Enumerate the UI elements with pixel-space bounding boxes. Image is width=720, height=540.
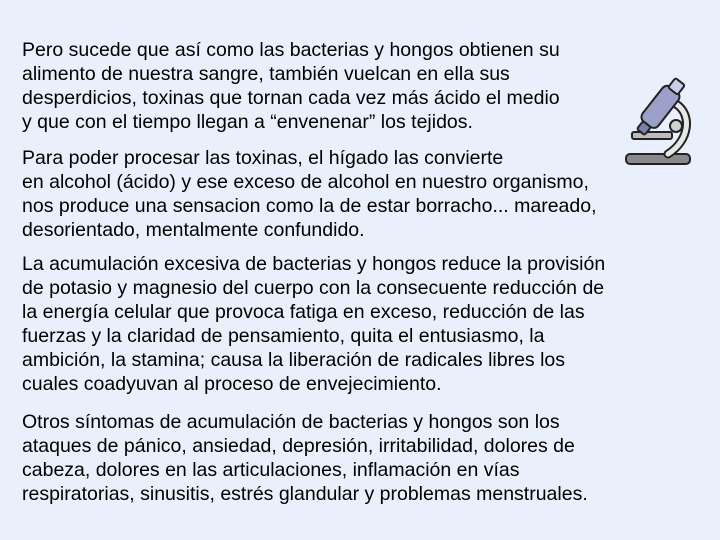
paragraph-3 xyxy=(22,252,605,396)
paragraph-line: nos produce una sensacion como la de estar borracho... mareado, xyxy=(22,195,597,217)
paragraph-line: ataques de pánico, ansiedad, depresión, irritabilidad, dolores de xyxy=(22,435,575,457)
paragraph-1 xyxy=(22,38,560,134)
paragraph-2 xyxy=(22,146,597,242)
paragraph-line: Otros síntomas de acumulación de bacterias y hongos son los xyxy=(22,411,560,433)
paragraph-line: desperdicios, toxinas que tornan cada vez más ácido el medio xyxy=(22,87,560,109)
paragraph-line: desorientado, mentalmente confundido. xyxy=(22,219,365,241)
paragraph-line: Para poder procesar las toxinas, el hígado las convierte xyxy=(22,147,504,169)
paragraph-line: ambición, la stamina; causa la liberación de radicales libres los xyxy=(22,349,566,371)
paragraph-line: la energía celular que provoca fatiga en exceso, reducción de las xyxy=(22,301,585,323)
paragraph-line: La acumulación excesiva de bacterias y hongos reduce la provisión xyxy=(22,253,606,275)
microscope-icon xyxy=(618,70,698,170)
paragraph-line: Pero sucede que así como las bacterias y hongos obtienen su xyxy=(22,39,560,61)
paragraph-line: y que con el tiempo llegan a “envenenar” los tejidos. xyxy=(22,111,473,133)
paragraph-line: fuerzas y la claridad de pensamiento, quita el entusiasmo, la xyxy=(22,325,545,347)
paragraph-line: respiratorias, sinusitis, estrés glandular y problemas menstruales. xyxy=(22,483,588,505)
paragraph-line: cabeza, dolores en las articulaciones, inflamación en vías xyxy=(22,459,520,481)
paragraph-line: de potasio y magnesio del cuerpo con la consecuente reducción de xyxy=(22,277,605,299)
paragraph-4 xyxy=(22,410,588,506)
paragraph-line: cuales coadyuvan al proceso de envejecimiento. xyxy=(22,373,442,395)
paragraph-line: alimento de nuestra sangre, también vuelcan en ella sus xyxy=(22,63,510,85)
paragraph-line: en alcohol (ácido) y ese exceso de alcohol en nuestro organismo, xyxy=(22,171,589,193)
